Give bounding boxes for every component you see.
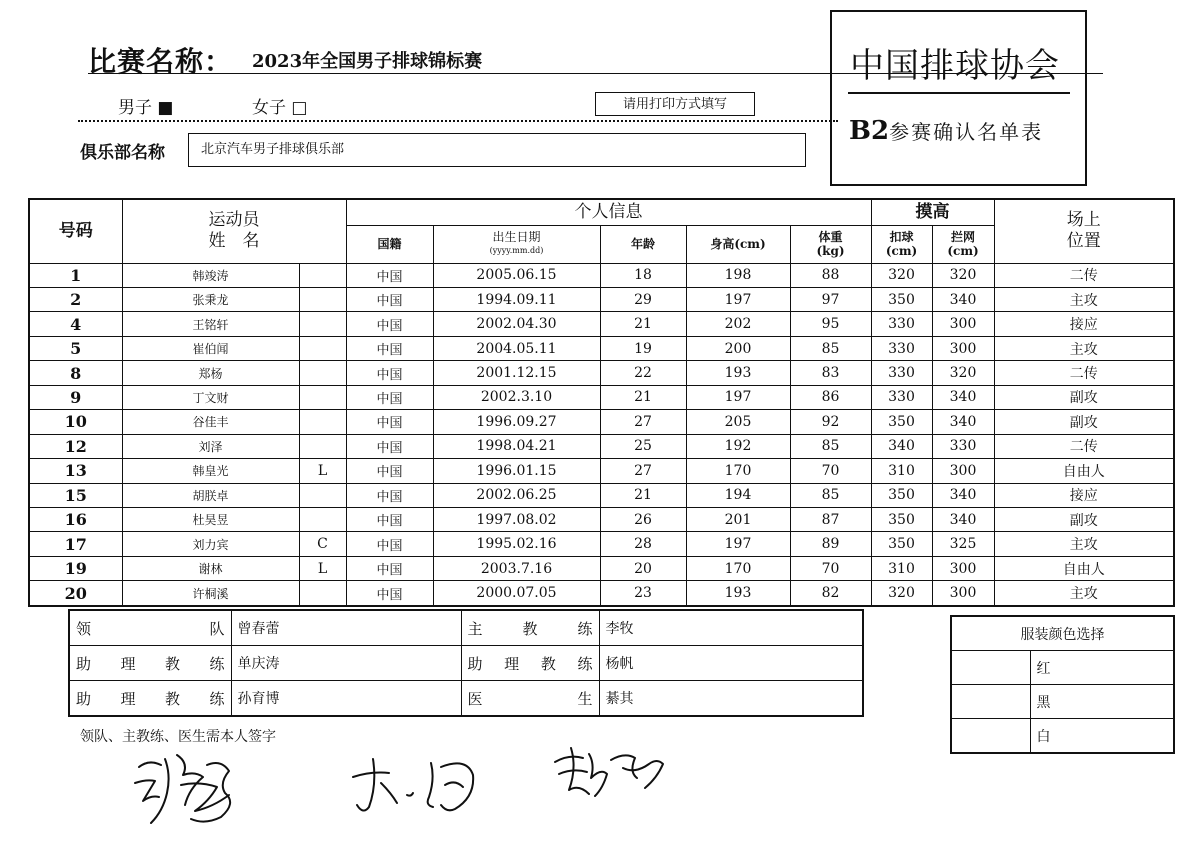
nationality: 中国 [346,532,433,556]
header-spike [871,225,932,263]
height: 194 [686,483,790,507]
weight: 87 [790,508,871,532]
age: 29 [600,287,686,311]
roster-number: 15 [29,483,122,507]
association-divider [848,92,1070,94]
weight: 85 [790,336,871,360]
birth-date: 1997.08.02 [433,508,600,532]
age: 19 [600,336,686,360]
athlete-role [299,483,346,507]
staff-name: 孙育博 [231,681,461,717]
signature-doctor [545,738,670,808]
table-row [29,385,1174,409]
competition-name-value: 2023年全国男子排球锦标赛 [252,51,483,72]
spike-reach: 320 [871,263,932,287]
weight: 83 [790,361,871,385]
roster-table [28,198,1175,607]
athlete-name: 谢林 [122,556,299,580]
block-reach: 340 [932,508,994,532]
header-athlete-line2: 姓 名 [208,231,260,252]
weight: 89 [790,532,871,556]
birth-date: 2002.3.10 [433,385,600,409]
athlete-role [299,434,346,458]
athlete-name: 丁文财 [122,385,299,409]
birth-date: 2002.06.25 [433,483,600,507]
birth-date: 2002.04.30 [433,312,600,336]
court-position: 二传 [994,361,1174,385]
athlete-role [299,263,346,287]
roster-number: 20 [29,581,122,606]
staff-role: 助理教练 [69,681,231,717]
table-row [29,483,1174,507]
athlete-name: 刘力宾 [122,532,299,556]
athlete-name: 杜昊昱 [122,508,299,532]
nationality: 中国 [346,336,433,360]
staff-row [69,610,863,646]
header-nationality: 国籍 [346,225,433,263]
athlete-role [299,312,346,336]
court-position: 二传 [994,434,1174,458]
gender-female-checkbox[interactable]: 女子 □ [252,98,308,118]
athlete-role: C [299,532,346,556]
nationality: 中国 [346,361,433,385]
spike-reach: 350 [871,532,932,556]
header-number: 号码 [29,199,122,263]
athlete-name: 张秉龙 [122,287,299,311]
table-row [29,556,1174,580]
birth-date: 1995.02.16 [433,532,600,556]
table-row [29,459,1174,483]
court-position: 主攻 [994,581,1174,606]
header-athlete-line1: 运动员 [208,210,260,231]
age: 18 [600,263,686,287]
court-position: 副攻 [994,385,1174,409]
age: 25 [600,434,686,458]
birth-date: 2005.06.15 [433,263,600,287]
athlete-name: 许桐溪 [122,581,299,606]
spike-reach: 350 [871,483,932,507]
color-option-label: 白 [1030,719,1174,754]
spike-reach: 350 [871,410,932,434]
header-position-line2: 位置 [1066,231,1101,252]
athlete-role [299,336,346,360]
height: 192 [686,434,790,458]
header-birth-date-format: (yyyy.mm.dd) [489,246,544,255]
weight: 85 [790,434,871,458]
gender-male-checkbox[interactable]: 男子 ■ [118,98,174,118]
athlete-name: 谷佳丰 [122,410,299,434]
weight: 97 [790,287,871,311]
color-select-box[interactable] [951,685,1030,719]
roster-body [29,263,1174,606]
height: 205 [686,410,790,434]
block-reach: 320 [932,361,994,385]
header-position-line1: 场上 [1066,210,1101,231]
table-row [29,287,1174,311]
header-block [932,225,994,263]
staff-name: 杨帆 [599,646,863,681]
athlete-role [299,361,346,385]
block-reach: 340 [932,410,994,434]
header-block-unit: (cm) [947,244,979,258]
nationality: 中国 [346,459,433,483]
color-select-box[interactable] [951,651,1030,685]
court-position: 主攻 [994,287,1174,311]
block-reach: 325 [932,532,994,556]
weight: 82 [790,581,871,606]
weight: 70 [790,556,871,580]
staff-role: 领队 [69,610,231,646]
spike-reach: 320 [871,581,932,606]
age: 22 [600,361,686,385]
table-row [29,410,1174,434]
athlete-role: L [299,459,346,483]
court-position: 自由人 [994,556,1174,580]
athlete-name: 韩皇光 [122,459,299,483]
color-option-row [951,719,1174,754]
signature-note: 领队、主教练、医生需本人签字 [80,729,276,745]
form-code: B2 [849,116,890,146]
nationality: 中国 [346,287,433,311]
weight: 92 [790,410,871,434]
table-row [29,532,1174,556]
header-spike-label: 扣球 [889,230,914,244]
roster-number: 13 [29,459,122,483]
header-weight-unit: (kg) [816,244,845,258]
athlete-name: 王铭轩 [122,312,299,336]
table-row [29,361,1174,385]
weight: 95 [790,312,871,336]
nationality: 中国 [346,263,433,287]
header-block-label: 拦网 [951,230,976,244]
age: 21 [600,312,686,336]
staff-table [68,609,864,717]
nationality: 中国 [346,434,433,458]
birth-date: 1998.04.21 [433,434,600,458]
roster-number: 16 [29,508,122,532]
color-option-row [951,651,1174,685]
color-select-box[interactable] [951,719,1030,754]
spike-reach: 330 [871,385,932,409]
spike-reach: 330 [871,312,932,336]
header-athlete [122,199,346,263]
athlete-name: 崔伯闻 [122,336,299,360]
uniform-color-title: 服装颜色选择 [951,616,1174,651]
birth-date: 2003.7.16 [433,556,600,580]
association-box [830,10,1087,186]
weight: 86 [790,385,871,409]
header-weight [790,225,871,263]
block-reach: 340 [932,483,994,507]
table-row [29,508,1174,532]
roster-number: 2 [29,287,122,311]
staff-name: 曾春蕾 [231,610,461,646]
color-option-label: 黑 [1030,685,1174,719]
athlete-role [299,508,346,532]
age: 20 [600,556,686,580]
block-reach: 320 [932,263,994,287]
staff-name: 单庆涛 [231,646,461,681]
athlete-name: 胡朕卓 [122,483,299,507]
staff-body [69,610,863,716]
color-option-label: 红 [1030,651,1174,685]
court-position: 二传 [994,263,1174,287]
age: 21 [600,483,686,507]
athlete-role [299,581,346,606]
header-spike-unit: (cm) [885,244,918,258]
court-position: 副攻 [994,410,1174,434]
age: 21 [600,385,686,409]
athlete-role [299,385,346,409]
nationality: 中国 [346,312,433,336]
club-name-field[interactable]: 北京汽车男子排球俱乐部 [188,133,806,167]
table-row [29,312,1174,336]
header-reach: 摸高 [871,199,994,225]
header-age: 年龄 [600,225,686,263]
athlete-role [299,410,346,434]
block-reach: 300 [932,459,994,483]
court-position: 接应 [994,312,1174,336]
birth-date: 2004.05.11 [433,336,600,360]
staff-row [69,646,863,681]
roster-number: 12 [29,434,122,458]
association-title: 中国排球协会 [850,46,1060,86]
table-row [29,336,1174,360]
dotted-divider [78,120,838,122]
age: 26 [600,508,686,532]
court-position: 自由人 [994,459,1174,483]
header-birth-date-label: 出生日期 [492,230,541,244]
spike-reach: 330 [871,361,932,385]
staff-role: 助理教练 [461,646,599,681]
staff-row [69,681,863,717]
table-row [29,263,1174,287]
spike-reach: 310 [871,556,932,580]
spike-reach: 340 [871,434,932,458]
weight: 85 [790,483,871,507]
athlete-role [299,287,346,311]
height: 170 [686,459,790,483]
table-row [29,581,1174,606]
birth-date: 2000.07.05 [433,581,600,606]
nationality: 中国 [346,508,433,532]
nationality: 中国 [346,410,433,434]
birth-date: 1996.01.15 [433,459,600,483]
header-weight-label: 体重 [818,230,843,244]
nationality: 中国 [346,581,433,606]
court-position: 副攻 [994,508,1174,532]
spike-reach: 330 [871,336,932,360]
roster-number: 5 [29,336,122,360]
birth-date: 2001.12.15 [433,361,600,385]
height: 198 [686,263,790,287]
header-position [994,199,1174,263]
form-name: 参赛确认名单表 [889,120,1044,144]
roster-number: 19 [29,556,122,580]
form-title [849,116,1043,146]
birth-date: 1994.09.11 [433,287,600,311]
height: 193 [686,361,790,385]
uniform-color-body [951,616,1174,753]
staff-name: 李牧 [599,610,863,646]
athlete-role: L [299,556,346,580]
roster-number: 8 [29,361,122,385]
roster-number: 1 [29,263,122,287]
court-position: 主攻 [994,532,1174,556]
block-reach: 300 [932,581,994,606]
header-height: 身高(cm) [686,225,790,263]
header-birth-date [433,225,600,263]
court-position: 主攻 [994,336,1174,360]
height: 193 [686,581,790,606]
birth-date: 1996.09.27 [433,410,600,434]
height: 197 [686,287,790,311]
block-reach: 300 [932,336,994,360]
block-reach: 330 [932,434,994,458]
nationality: 中国 [346,556,433,580]
block-reach: 300 [932,312,994,336]
header-personal-info: 个人信息 [346,199,871,225]
color-option-row [951,685,1174,719]
staff-role: 医生 [461,681,599,717]
club-name-label: 俱乐部名称 [80,143,165,163]
height: 200 [686,336,790,360]
nationality: 中国 [346,483,433,507]
height: 201 [686,508,790,532]
block-reach: 340 [932,287,994,311]
athlete-name: 韩竣涛 [122,263,299,287]
court-position: 接应 [994,483,1174,507]
height: 197 [686,385,790,409]
block-reach: 300 [932,556,994,580]
roster-number: 17 [29,532,122,556]
signature-team-leader [125,745,255,830]
uniform-color-table [950,615,1175,754]
weight: 70 [790,459,871,483]
height: 170 [686,556,790,580]
age: 23 [600,581,686,606]
spike-reach: 350 [871,287,932,311]
print-instruction-box: 请用打印方式填写 [595,92,755,116]
athlete-name: 刘泽 [122,434,299,458]
spike-reach: 350 [871,508,932,532]
staff-role: 主教练 [461,610,599,646]
signature-head-coach [345,745,500,820]
competition-name-label: 比赛名称： [88,45,234,78]
roster-number: 4 [29,312,122,336]
spike-reach: 310 [871,459,932,483]
table-row [29,434,1174,458]
weight: 88 [790,263,871,287]
age: 28 [600,532,686,556]
roster-number: 10 [29,410,122,434]
block-reach: 340 [932,385,994,409]
height: 202 [686,312,790,336]
age: 27 [600,459,686,483]
age: 27 [600,410,686,434]
height: 197 [686,532,790,556]
staff-role: 助理教练 [69,646,231,681]
athlete-name: 郑杨 [122,361,299,385]
staff-name: 綦其 [599,681,863,717]
roster-number: 9 [29,385,122,409]
nationality: 中国 [346,385,433,409]
